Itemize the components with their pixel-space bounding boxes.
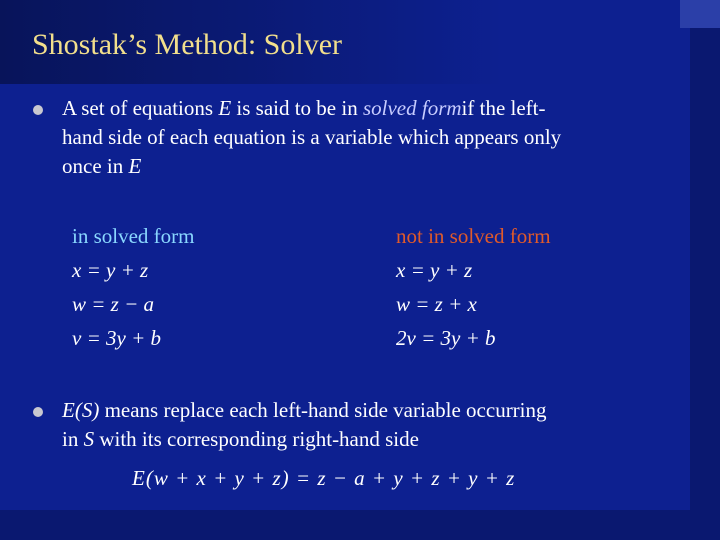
- slide-title: Shostak’s Method: Solver: [32, 28, 343, 61]
- bullet2-line1: [62, 398, 547, 423]
- bullet1-line1: [62, 96, 546, 121]
- bullet1-text-b: is said to be in: [231, 96, 363, 120]
- bottom-band: [0, 510, 720, 540]
- right-decoration-strip: [690, 0, 720, 540]
- bullet2-line2-var: S: [83, 427, 95, 451]
- bullet2-line2-prefix: in: [62, 427, 84, 451]
- solved-form-term: solved form: [362, 96, 462, 120]
- bullet-icon: [33, 105, 43, 115]
- not-solved-equation-2: w = z + x: [396, 292, 477, 316]
- bullet1-line3-var: E: [128, 154, 142, 178]
- not-solved-equation-3: 2v = 3y + b: [396, 326, 496, 350]
- bullet2-line1-text: means replace each left-hand side variable occurring: [99, 398, 547, 422]
- bullet1-var-e: E: [218, 96, 232, 120]
- not-solved-equation-1: x = y + z: [396, 258, 473, 282]
- solved-form-heading: in solved form: [72, 224, 195, 248]
- bullet2-expr: E(S): [62, 398, 100, 422]
- solved-equation-2: w = z − a: [72, 292, 155, 316]
- bullet1-line3: [62, 154, 141, 179]
- substitution-example: E(w + x + y + z) = z − a + y + z + y + z: [132, 466, 516, 490]
- bullet-icon: [33, 407, 43, 417]
- bullet1-line3-text: once in: [62, 154, 129, 178]
- solved-equation-1: x = y + z: [72, 258, 149, 282]
- bullet1-line2: hand side of each equation is a variable which appears only: [62, 125, 562, 149]
- corner-decoration: [680, 0, 720, 28]
- bullet1-text-a: A set of equations: [62, 96, 219, 120]
- bullet2-line2-text: with its corresponding right-hand side: [94, 427, 419, 451]
- bullet2-line2: [62, 427, 419, 452]
- not-solved-form-heading: not in solved form: [396, 224, 551, 248]
- bullet1-text-c: if the left-: [461, 96, 546, 120]
- solved-equation-3: v = 3y + b: [72, 326, 161, 350]
